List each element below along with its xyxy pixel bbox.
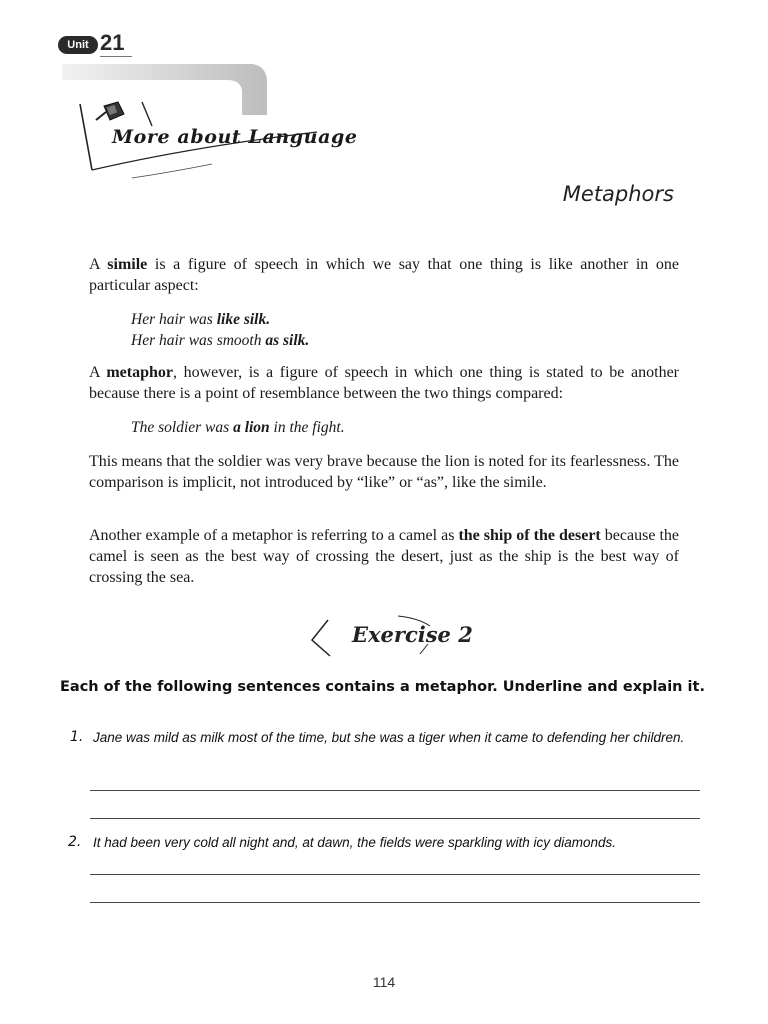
- page-title: Metaphors: [562, 182, 674, 206]
- metaphor-paragraph: [89, 362, 679, 404]
- unit-number: 21: [100, 30, 132, 57]
- exercise-label: Exercise 2: [352, 622, 473, 647]
- metaphor-example: [131, 417, 345, 438]
- text-span: Another example of a metaphor is referring to a camel as: [89, 527, 459, 544]
- simile-example-2: [131, 330, 309, 351]
- highlight-text: like silk.: [216, 311, 271, 328]
- simile-term: simile: [107, 256, 148, 273]
- pushpin-icon: [92, 100, 128, 126]
- question-2-text: It had been very cold all night and, at dawn, the fields were sparkling with icy diamonds.: [93, 835, 617, 850]
- simile-example-1: [131, 309, 270, 330]
- highlight-text: the ship of the desert: [458, 527, 601, 544]
- text-span: A: [89, 256, 108, 273]
- text-span: because the camel is seen as the best way of crossing the desert, just as the ship is the best way of crossing the sea.: [89, 527, 679, 586]
- text-span: Her hair was: [131, 311, 217, 328]
- text-span: Her hair was smooth: [131, 332, 266, 349]
- highlight-text: as silk.: [265, 332, 310, 349]
- text-span: is a figure of speech in which we say that one thing is like another in one particular aspect:: [89, 256, 680, 294]
- text-span: A: [89, 364, 107, 381]
- page-number: 114: [372, 974, 396, 990]
- camel-paragraph: [89, 525, 679, 588]
- answer-line[interactable]: [90, 818, 700, 819]
- text-span: in the fight.: [269, 419, 345, 436]
- explanation-paragraph: This means that the soldier was very brave because the lion is noted for its fearlessness. The comparison is implicit, not introduced by “like” or “as”, like the simile.: [89, 453, 679, 491]
- question-2-number: 2.: [68, 834, 82, 850]
- answer-line[interactable]: [90, 902, 700, 903]
- question-1-text: Jane was mild as milk most of the time, but she was a tiger when it came to defending her children.: [93, 730, 685, 745]
- section-heading: More about Language: [112, 126, 358, 148]
- question-1-number: 1.: [70, 729, 84, 745]
- exercise-instructions: Each of the following sentences contains a metaphor. Underline and explain it.: [60, 679, 705, 695]
- answer-line[interactable]: [90, 790, 700, 791]
- highlight-text: a lion: [233, 419, 270, 436]
- text-span: , however, is a figure of speech in which one thing is stated to be another because there is a point of resemblance between the two things compared:: [89, 364, 680, 402]
- answer-line[interactable]: [90, 874, 700, 875]
- text-span: The soldier was: [131, 419, 234, 436]
- unit-badge: Unit: [58, 36, 98, 54]
- metaphor-term: metaphor: [106, 364, 173, 381]
- simile-paragraph: [89, 254, 679, 296]
